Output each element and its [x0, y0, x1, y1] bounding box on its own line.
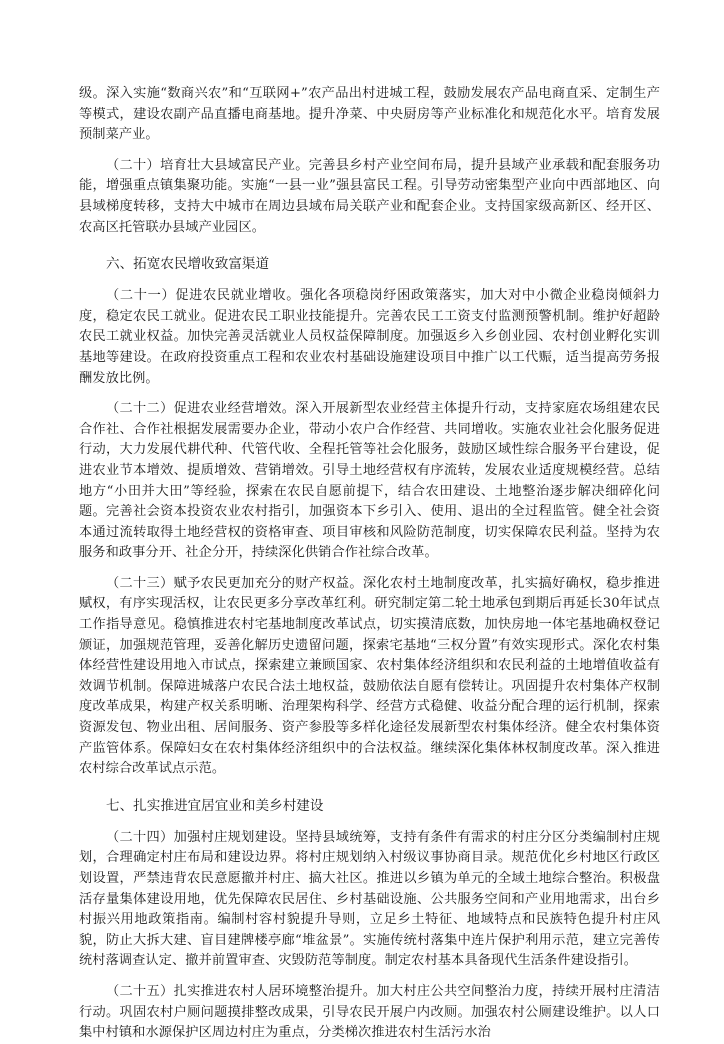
- paragraph-25: （二十五）扎实推进农村人居环境整治提升。加大村庄公共空间整治力度，持续开展村庄清洁行动。巩固农村户厕问题摸排整改成果，引导农民开展户内改厕。加强农村公厕建设维护。以人口集中村镇和水源保护区周边村庄为重点，分类梯次推进农村生活污水治: [79, 983, 660, 1041]
- paragraph-24: （二十四）加强村庄规划建设。坚持县域统筹，支持有条件有需求的村庄分区分类编制村庄规划，合理确定村庄布局和建设边界。将村庄规划纳入村级议事协商目录。规范优化乡村地区行政区划设置，严禁违背农民意愿撤并村庄、搞大社区。推进以乡镇为单元的全域土地综合整治。积极盘活存量集体建设用地，优先保障农民居住、乡村基础设施、公共服务空间和产业用地需求，出台乡村振兴用地政策指南。编制村容村貌提升导则，立足乡土特征、地域特点和民族特色提升村庄风貌，防止大拆大建、盲目建牌楼亭廊“堆盆景”。实施传统村落集中连片保护利用示范，建立完善传统村落调查认定、撤并前置审查、灾毁防范等制度。制定农村基本具备现代生活条件建设指引。: [79, 829, 660, 969]
- paragraph-20: （二十）培育壮大县域富民产业。完善县乡村产业空间布局，提升县域产业承载和配套服务功能，增强重点镇集聚功能。实施“一县一业”强县富民工程。引导劳动密集型产业向中西部地区、向县域梯度转移，支持大中城市在周边县域布局关联产业和配套企业。支持国家级高新区、经开区、农高区托管联办县域产业园区。: [79, 157, 660, 235]
- section-heading-6: 六、拓宽农民增收致富渠道: [106, 256, 270, 273]
- paragraph-23: （二十三）赋予农民更加充分的财产权益。深化农村土地制度改革，扎实搞好确权，稳步推进赋权，有序实现活权，让农民更多分享改革红利。研究制定第二轮土地承包到期后再延长30年试点工作指导意见。稳慎推进农村宅基地制度改革试点，切实摸清底数，加快房地一体宅基地确权登记颁证，加强规范管理，妥善化解历史遗留问题，探索宅基地“三权分置”有效实现形式。深化农村集体经营性建设用地入市试点，探索建立兼顾国家、农村集体经济组织和农民利益的土地增值收益有效调节机制。保障进城落户农民合法土地权益，鼓励依法自愿有偿转让。巩固提升农村集体产权制度改革成果，构建产权关系明晰、治理架构科学、经营方式稳健、收益分配合理的运行机制，探索资源发包、物业出租、居间服务、资产参股等多样化途径发展新型农村集体经济。健全农村集体资产监管体系。保障妇女在农村集体经济组织中的合法权益。继续深化集体林权制度改革。深入推进农村综合改革试点示范。: [79, 575, 660, 777]
- paragraph-21: （二十一）促进农民就业增收。强化各项稳岗纾困政策落实，加大对中小微企业稳岗倾斜力度，稳定农民工就业。促进农民工职业技能提升。完善农民工工资支付监测预警机制。维护好超龄农民工就业权益。加快完善灵活就业人员权益保障制度。加强返乡入乡创业园、农村创业孵化实训基地等建设。在政府投资重点工程和农业农村基础设施建设项目中推广以工代赈，适当提高劳务报酬发放比例。: [79, 288, 660, 386]
- paragraph-22: （二十二）促进农业经营增效。深入开展新型农业经营主体提升行动，支持家庭农场组建农民合作社、合作社根据发展需要办企业，带动小农户合作经营、共同增收。实施农业社会化服务促进行动，大力发展代耕代种、代管代收、全程托管等社会化服务，鼓励区域性综合服务平台建设，促进农业节本增效、提质增效、营销增效。引导土地经营权有序流转，发展农业适度规模经营。总结地方“小田并大田”等经验，探索在农民自愿前提下，结合农田建设、土地整治逐步解决细碎化问题。完善社会资本投资农业农村指引，加强资本下乡引入、使用、退出的全过程监管。健全社会资本通过流转取得土地经营权的资格审查、项目审核和风险防范制度，切实保障农民利益。坚持为农服务和政事分开、社企分开，持续深化供销合作社综合改革。: [79, 401, 660, 561]
- section-heading-7: 七、扎实推进宜居宜业和美乡村建设: [106, 797, 324, 814]
- paragraph-continued: 级。深入实施“数商兴农”和“互联网+”农产品出村进城工程，鼓励发展农产品电商直采、定制生产等模式，建设农副产品直播电商基地。提升净菜、中央厨房等产业标准化和规范化水平。培育发展预制菜产业。: [79, 86, 660, 143]
